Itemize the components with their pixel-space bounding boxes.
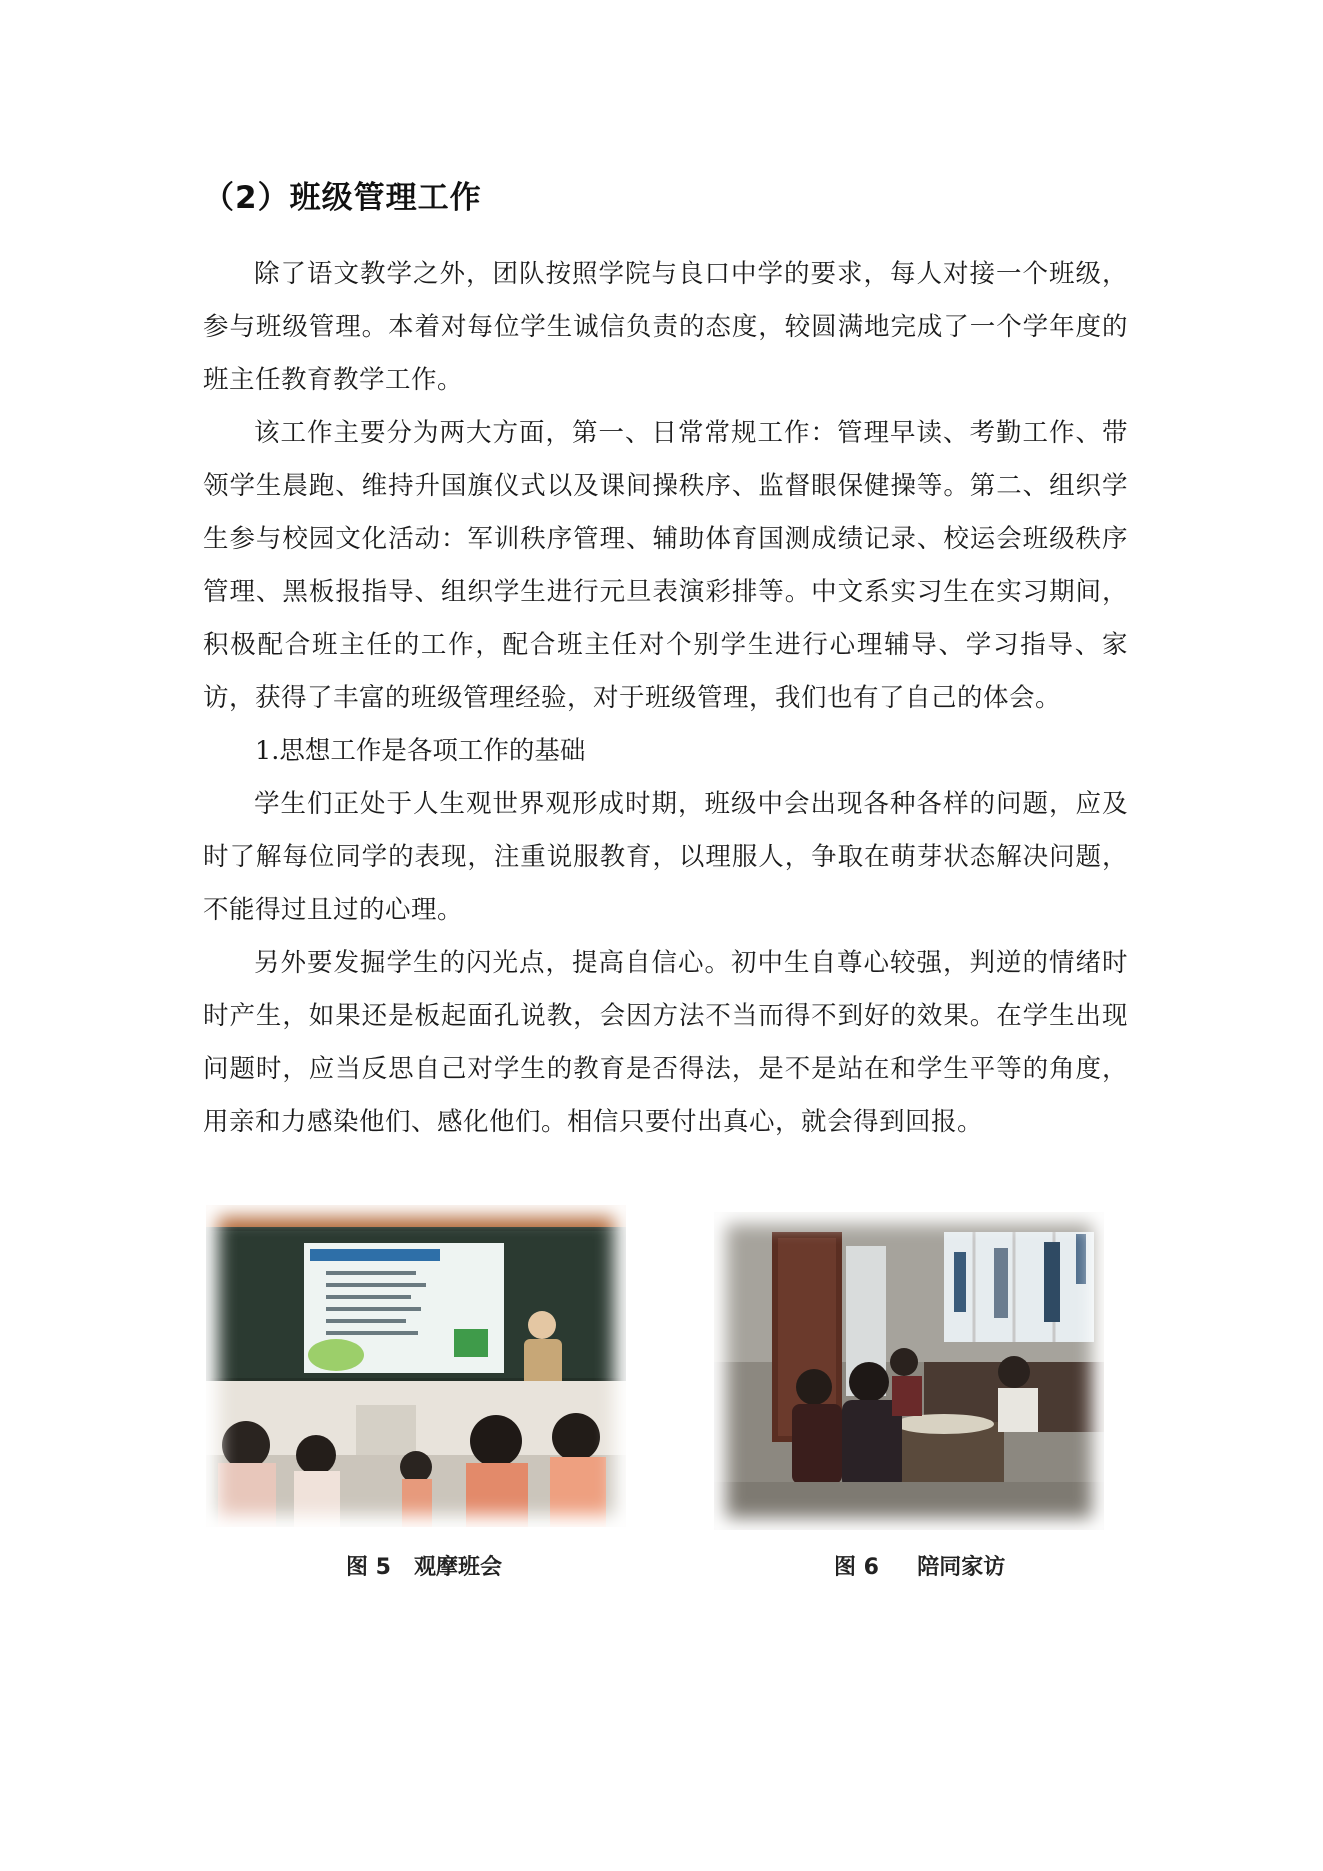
body-text [203, 248, 1128, 1149]
figure-5-caption: 图 5 观摩班会 [346, 1555, 502, 1580]
paragraph-4: 另外要发掘学生的闪光点，提高自信心。初中生自尊心较强，判逆的情绪时时产生，如果还是板起面孔说教，会因方法不当而得不到好的效果。在学生出现问题时，应当反思自己对学生的教育是否得法，是不是站在和学生平等的角度，用亲和力感染他们、感化他们。相信只要付出真心，就会得到回报。 [203, 948, 1128, 1137]
paragraph-2: 该工作主要分为两大方面，第一、日常常规工作：管理早读、考勤工作、带领学生晨跑、维持升国旗仪式以及课间操秩序、监督眼保健操等。第二、组织学生参与校园文化活动：军训秩序管理、辅助体育国测成绩记录、校运会班级秩序管理、黑板报指导、组织学生进行元旦表演彩排等。中文系实习生在实习期间，积极配合班主任的工作，配合班主任对个别学生进行心理辅导、学习指导、家访，获得了丰富的班级管理经验，对于班级管理，我们也有了自己的体会。 [203, 418, 1128, 713]
section-heading: （2）班级管理工作 [203, 180, 482, 216]
figure-5-class-meeting-photo [206, 1205, 626, 1527]
subsection-title: 1.思想工作是各项工作的基础 [255, 736, 586, 766]
figure-6-home-visit-photo [714, 1212, 1104, 1530]
paragraph-3: 学生们正处于人生观世界观形成时期，班级中会出现各种各样的问题，应及时了解每位同学的表现，注重说服教育，以理服人，争取在萌芽状态解决问题，不能得过且过的心理。 [203, 789, 1128, 925]
paragraph-1: 除了语文教学之外，团队按照学院与良口中学的要求，每人对接一个班级，参与班级管理。本着对每位学生诚信负责的态度，较圆满地完成了一个学年度的班主任教育教学工作。 [203, 259, 1128, 395]
figure-6-caption: 图 6 陪同家访 [834, 1555, 1006, 1580]
